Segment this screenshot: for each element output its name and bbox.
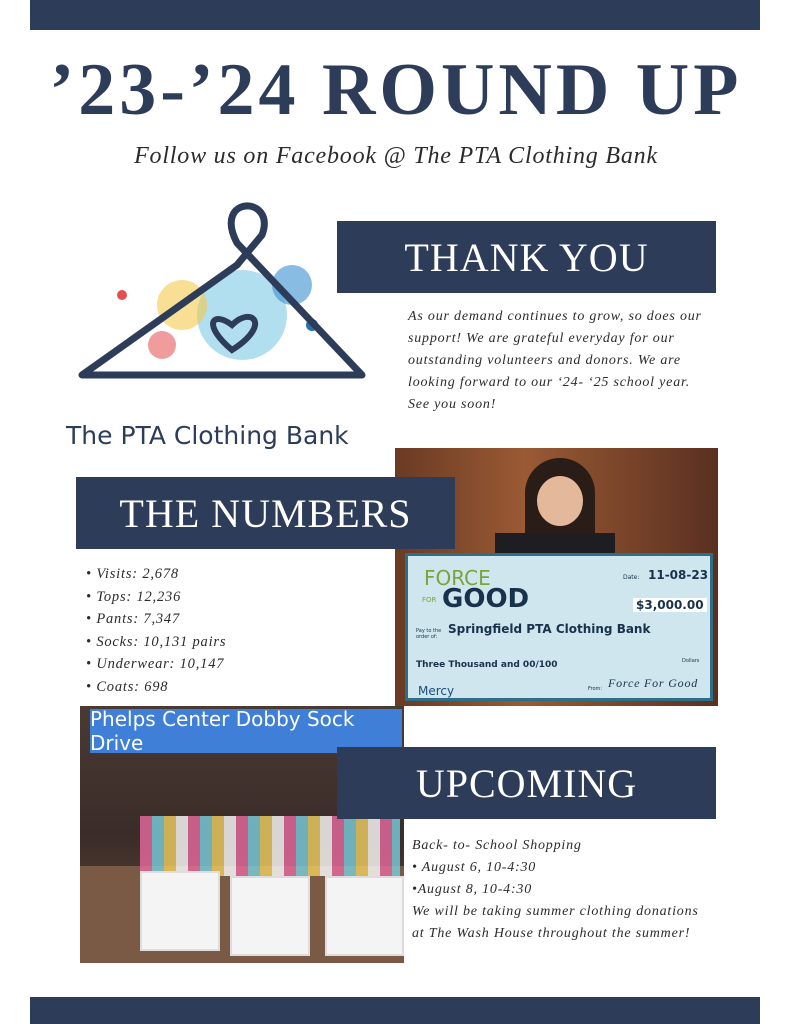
check-from-label: From: — [588, 686, 603, 692]
check — [405, 553, 713, 701]
thank-you-heading-text: THANK YOU — [404, 234, 649, 280]
upcoming-line: • August 6, 10-4:30 — [412, 860, 537, 875]
thank-you-heading — [337, 221, 716, 293]
check-from: Force For Good — [608, 676, 699, 690]
upcoming-line: •August 8, 10-4:30 — [412, 882, 533, 897]
upcoming-heading-text: UPCOMING — [415, 760, 638, 806]
list-item: • Coats: 698 — [86, 676, 226, 699]
check-amount-words: Three Thousand and 00/100 — [416, 660, 558, 670]
bottom-bar — [30, 997, 760, 1024]
thank-you-text: As our demand continues to grow, so does our support! We are grateful everyday for our outstanding volunteers and donors. We are looking forward to our ‘24- ‘25 school year. See you soon! — [408, 309, 702, 412]
check-brand-top: FORCE — [424, 566, 491, 590]
page-title: ’23-’24 ROUND UP — [49, 49, 743, 131]
upcoming-heading — [337, 747, 716, 819]
top-bar — [30, 0, 760, 30]
list-item: • Visits: 2,678 — [86, 563, 226, 586]
check-date: 11-08-23 — [648, 568, 709, 582]
subtitle: Follow us on Facebook @ The PTA Clothing Bank — [134, 143, 658, 169]
check-brand-for: FOR — [422, 596, 437, 604]
check-dollars-label: Dollars — [682, 658, 700, 664]
sock-drive-photo — [80, 706, 404, 963]
list-item: • Tops: 12,236 — [86, 586, 226, 609]
check-payee: Springfield PTA Clothing Bank — [448, 622, 651, 636]
check-bank-logo: Mercy — [418, 684, 455, 698]
upcoming-text — [412, 835, 702, 945]
upcoming-line: Back- to- School Shopping — [412, 838, 582, 853]
numbers-heading-text: THE NUMBERS — [119, 490, 412, 536]
numbers-list — [86, 563, 226, 698]
check-pay-label: Pay to the order of: — [416, 628, 442, 640]
list-item: • Underwear: 10,147 — [86, 653, 226, 676]
check-brand-bottom: GOOD — [442, 584, 530, 614]
logo-text: The PTA Clothing Bank — [66, 421, 349, 450]
numbers-heading — [76, 477, 455, 549]
sock-drive-caption: Phelps Center Dobby Sock Drive — [90, 709, 402, 753]
list-item: • Socks: 10,131 pairs — [86, 631, 226, 654]
list-item: • Pants: 7,347 — [86, 608, 226, 631]
check-date-label: Date: — [623, 574, 640, 581]
check-amount: $3,000.00 — [633, 598, 707, 612]
upcoming-line: We will be taking summer clothing donations at The Wash House throughout the summer! — [412, 904, 699, 941]
